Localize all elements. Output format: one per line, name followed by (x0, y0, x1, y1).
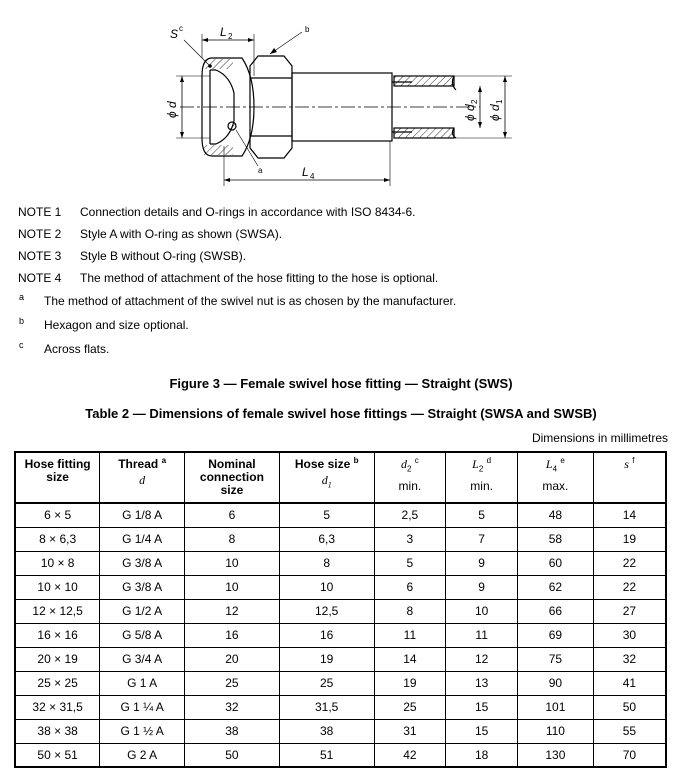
cell-nominal-connection-size: 10 (185, 551, 280, 575)
symbol-sub: 2 (406, 464, 412, 474)
table-row (15, 719, 666, 743)
dim-d1-arrow-top (503, 76, 507, 82)
cell-l4: 60 (518, 551, 594, 575)
header-text: Thread (118, 457, 159, 471)
header-d2 (374, 452, 446, 503)
symbol-text: L (545, 457, 553, 471)
cell-l2: 13 (446, 671, 518, 695)
header-label (283, 458, 371, 471)
header-hose-fitting-size (15, 452, 100, 503)
cell-nominal-connection-size: 6 (185, 503, 280, 527)
header-symbol (624, 457, 634, 471)
symbol-sub: 2 (478, 464, 484, 474)
footnote-key: b (19, 316, 25, 326)
cell-hose-fitting-size: 12 × 12,5 (15, 599, 100, 623)
header-symbol: d (139, 473, 146, 487)
cell-nominal-connection-size: 16 (185, 623, 280, 647)
header-l4 (518, 452, 594, 503)
label-d: ϕ d (165, 101, 179, 118)
cell-s: 30 (593, 623, 666, 647)
table-body (15, 503, 666, 767)
cell-l4: 69 (518, 623, 594, 647)
cell-d2: 19 (374, 671, 446, 695)
cell-l2: 15 (446, 719, 518, 743)
units-note: Dimensions in millimetres (531, 431, 668, 445)
cell-hose-size: 6,3 (279, 527, 374, 551)
table-row (15, 743, 666, 767)
cell-hose-size: 12,5 (279, 599, 374, 623)
cell-l2: 7 (446, 527, 518, 551)
note-text: Style A with O-ring as shown (SWSA). (80, 227, 283, 241)
cell-s: 70 (593, 743, 666, 767)
cell-d2: 8 (374, 599, 446, 623)
cell-hose-fitting-size: 10 × 10 (15, 575, 100, 599)
cell-hose-size: 19 (279, 647, 374, 671)
cell-l4: 130 (518, 743, 594, 767)
cell-d2: 42 (374, 743, 446, 767)
label-d1-sub: 1 (495, 99, 504, 104)
note-text: Connection details and O-rings in accordance with ISO 8434-6. (80, 205, 416, 219)
cell-l4: 90 (518, 671, 594, 695)
cell-s: 50 (593, 695, 666, 719)
note-key: NOTE 3 (18, 249, 62, 263)
header-nominal-connection-size (185, 452, 280, 503)
table-row (15, 503, 666, 527)
header-s (593, 452, 666, 503)
cell-l4: 75 (518, 647, 594, 671)
cell-l2: 10 (446, 599, 518, 623)
symbol-text: d (321, 473, 328, 487)
cell-hose-size: 51 (279, 743, 374, 767)
header-footnote-ref: e (560, 456, 565, 465)
cell-thread: G 1 ½ A (100, 719, 185, 743)
dim-d-arrow-bottom (180, 132, 184, 138)
cell-thread: G 1 ¼ A (100, 695, 185, 719)
note-3 (18, 245, 668, 267)
table-row (15, 527, 666, 551)
cell-hose-fitting-size: 20 × 19 (15, 647, 100, 671)
leader-s (184, 40, 210, 66)
header-label: Hose fitting size (24, 457, 91, 484)
cell-thread: G 3/8 A (100, 575, 185, 599)
cell-d2: 6 (374, 575, 446, 599)
cell-nominal-connection-size: 8 (185, 527, 280, 551)
cell-d2: 31 (374, 719, 446, 743)
cell-hose-fitting-size: 16 × 16 (15, 623, 100, 647)
cell-thread: G 1/2 A (100, 599, 185, 623)
cell-s: 22 (593, 551, 666, 575)
label-l4-sub: 4 (310, 172, 315, 181)
footnote-key: c (19, 340, 24, 350)
cell-s: 55 (593, 719, 666, 743)
header-unit: max. (542, 479, 569, 493)
cell-hose-size: 16 (279, 623, 374, 647)
label-s: S (170, 27, 179, 41)
cell-s: 14 (593, 503, 666, 527)
footnote-c (18, 337, 668, 361)
dim-l2-arrow-right (248, 38, 254, 42)
header-symbol (545, 456, 565, 474)
header-symbol (400, 456, 419, 474)
cell-d2: 25 (374, 695, 446, 719)
cell-s: 32 (593, 647, 666, 671)
footnote-a (18, 289, 668, 313)
header-label: Nominal connection size (199, 457, 264, 497)
leader-b-arrow (270, 48, 277, 54)
cell-l4: 66 (518, 599, 594, 623)
header-label (103, 458, 181, 471)
cell-hose-size: 8 (279, 551, 374, 575)
note-key: NOTE 2 (18, 227, 62, 241)
footnote-text: The method of attachment of the swivel nut is as chosen by the manufacturer. (44, 294, 457, 308)
cell-l2: 9 (446, 575, 518, 599)
cell-thread: G 1 A (100, 671, 185, 695)
cell-nominal-connection-size: 50 (185, 743, 280, 767)
cell-hose-size: 38 (279, 719, 374, 743)
header-l2 (446, 452, 518, 503)
cell-hose-fitting-size: 8 × 6,3 (15, 527, 100, 551)
cell-s: 19 (593, 527, 666, 551)
leader-a (236, 130, 258, 166)
hose-wall-top (394, 76, 454, 86)
note-text: Style B without O-ring (SWSB). (80, 249, 247, 263)
label-d2: ϕ d (463, 104, 477, 121)
dim-d2-arrow-bottom (478, 122, 482, 128)
cell-l2: 9 (446, 551, 518, 575)
note-4 (18, 267, 668, 289)
cell-nominal-connection-size: 38 (185, 719, 280, 743)
hose-wall-bottom (394, 128, 454, 138)
cell-nominal-connection-size: 12 (185, 599, 280, 623)
table-row (15, 647, 666, 671)
label-s-ref: c (179, 24, 183, 33)
header-symbol (283, 473, 371, 490)
cell-d2: 11 (374, 623, 446, 647)
label-d2-sub: 2 (470, 99, 479, 104)
symbol-sub: 1 (327, 480, 332, 490)
o-ring (228, 122, 236, 130)
label-l2-sub: 2 (228, 32, 233, 41)
cell-d2: 5 (374, 551, 446, 575)
header-footnote-ref: d (486, 456, 492, 465)
label-b-ref: b (305, 25, 310, 34)
footnote-b (18, 313, 668, 337)
cell-l4: 101 (518, 695, 594, 719)
table-row (15, 695, 666, 719)
table-row (15, 575, 666, 599)
cell-hose-fitting-size: 38 × 38 (15, 719, 100, 743)
cell-l2: 18 (446, 743, 518, 767)
cell-d2: 14 (374, 647, 446, 671)
cell-hose-size: 5 (279, 503, 374, 527)
label-d1: ϕ d (488, 104, 502, 121)
cell-thread: G 3/4 A (100, 647, 185, 671)
cell-hose-fitting-size: 6 × 5 (15, 503, 100, 527)
cell-thread: G 1/8 A (100, 503, 185, 527)
cell-hose-fitting-size: 10 × 8 (15, 551, 100, 575)
table-caption: Table 2 — Dimensions of female swivel hose fittings — Straight (SWSA and SWSB) (85, 406, 597, 421)
cell-hose-size: 10 (279, 575, 374, 599)
dim-l4-arrow-left (224, 178, 230, 182)
cell-l4: 110 (518, 719, 594, 743)
symbol-sub: 4 (552, 464, 558, 474)
cell-thread: G 1/4 A (100, 527, 185, 551)
cell-d2: 3 (374, 527, 446, 551)
nut-wall-bottom-hatch (203, 145, 233, 155)
cell-nominal-connection-size: 10 (185, 575, 280, 599)
cell-l2: 5 (446, 503, 518, 527)
label-a-ref: a (258, 166, 263, 175)
cell-hose-size: 25 (279, 671, 374, 695)
cell-s: 41 (593, 671, 666, 695)
cell-l2: 12 (446, 647, 518, 671)
footnote-key: a (19, 292, 25, 302)
notes-section (18, 201, 668, 361)
label-l4: L (302, 165, 309, 179)
dim-l2-arrow-left (202, 38, 208, 42)
cell-s: 27 (593, 599, 666, 623)
leader-s-dot (208, 64, 212, 68)
header-footnote-ref: f (632, 456, 635, 465)
footnote-text: Across flats. (44, 342, 110, 356)
cell-nominal-connection-size: 25 (185, 671, 280, 695)
cell-hose-size: 31,5 (279, 695, 374, 719)
header-unit: min. (398, 479, 422, 493)
cell-l4: 62 (518, 575, 594, 599)
footnote-text: Hexagon and size optional. (44, 318, 189, 332)
nut-wall-top-hatch (203, 59, 233, 69)
symbol-text: d (400, 457, 407, 471)
cell-l4: 58 (518, 527, 594, 551)
note-key: NOTE 4 (18, 271, 62, 285)
cell-nominal-connection-size: 32 (185, 695, 280, 719)
label-l2: L (220, 25, 227, 39)
dim-d2-arrow-top (478, 86, 482, 92)
header-text: Hose size (294, 457, 351, 471)
dim-d-arrow-top (180, 76, 184, 82)
cell-l2: 11 (446, 623, 518, 647)
table-row (15, 551, 666, 575)
header-footnote-ref: b (353, 456, 359, 465)
dimensions-table (14, 451, 667, 768)
cell-thread: G 2 A (100, 743, 185, 767)
cell-thread: G 3/8 A (100, 551, 185, 575)
cell-hose-fitting-size: 25 × 25 (15, 671, 100, 695)
cell-l2: 15 (446, 695, 518, 719)
cell-l4: 48 (518, 503, 594, 527)
cell-hose-fitting-size: 32 × 31,5 (15, 695, 100, 719)
cell-s: 22 (593, 575, 666, 599)
table-header-row (15, 452, 666, 503)
header-hose-size (279, 452, 374, 503)
symbol-text: s (624, 457, 629, 471)
cell-thread: G 5/8 A (100, 623, 185, 647)
header-thread (100, 452, 185, 503)
note-1 (18, 201, 668, 223)
header-unit: min. (470, 479, 493, 493)
header-footnote-ref: c (414, 456, 419, 465)
header-symbol (472, 456, 492, 474)
cell-hose-fitting-size: 50 × 51 (15, 743, 100, 767)
header-footnote-ref: a (161, 456, 167, 465)
cell-d2: 2,5 (374, 503, 446, 527)
fitting-drawing (150, 18, 530, 188)
table-row (15, 623, 666, 647)
cell-nominal-connection-size: 20 (185, 647, 280, 671)
note-text: The method of attachment of the hose fitting to the hose is optional. (80, 271, 439, 285)
table-row (15, 599, 666, 623)
dim-l4-arrow-right (384, 178, 390, 182)
dim-d1-arrow-bottom (503, 132, 507, 138)
note-key: NOTE 1 (18, 205, 62, 219)
note-2 (18, 223, 668, 245)
figure-caption: Figure 3 — Female swivel hose fitting — Straight (SWS) (169, 376, 513, 391)
table-row (15, 671, 666, 695)
symbol-text: L (472, 457, 479, 471)
